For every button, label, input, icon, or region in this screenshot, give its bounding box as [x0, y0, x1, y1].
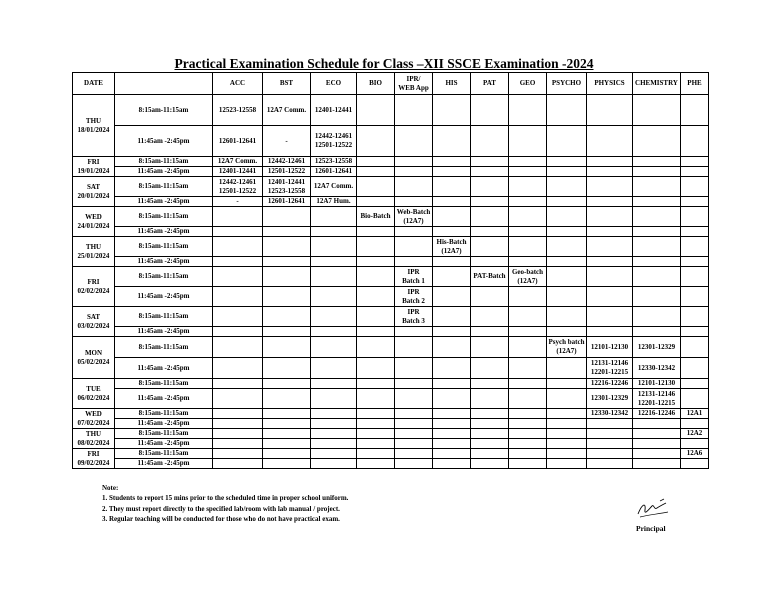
header-bio: BIO	[357, 73, 395, 95]
cell: 12A1	[681, 409, 709, 419]
table-row	[73, 307, 709, 327]
time-cell: 11:45am -2:45pm	[115, 287, 213, 307]
cell: 12601-12641	[213, 126, 263, 157]
note-item: 2. They must report directly to the specified lab/room with lab manual / project.	[102, 504, 340, 513]
table-row	[73, 379, 709, 389]
cell: 12601-12641	[263, 197, 311, 207]
time-cell: 8:15am-11:15am	[115, 337, 213, 358]
date-cell: SAT 20/01/2024	[73, 177, 115, 207]
cell: Psych batch (12A7)	[547, 337, 587, 358]
time-cell: 8:15am-11:15am	[115, 429, 213, 439]
table-row	[73, 177, 709, 197]
table-row	[73, 409, 709, 419]
table-row	[73, 337, 709, 358]
header-time	[115, 73, 213, 95]
cell: 12501-12522	[263, 167, 311, 177]
cell: 12442-12461 12501-12522	[213, 177, 263, 197]
time-cell: 11:45am -2:45pm	[115, 459, 213, 469]
table-row	[73, 419, 709, 429]
table-row	[73, 449, 709, 459]
cell: Geo-batch (12A7)	[509, 267, 547, 287]
header-row	[73, 73, 709, 95]
cell: 12401-12441 12523-12558	[263, 177, 311, 197]
table-row	[73, 389, 709, 409]
cell: 12101-12130	[587, 337, 633, 358]
header-psycho: PSYCHO	[547, 73, 587, 95]
principal-label: Principal	[636, 524, 666, 533]
cell: 12A7 Comm.	[311, 177, 357, 197]
date-cell: WED 24/01/2024	[73, 207, 115, 237]
cell: 12101-12130	[633, 379, 681, 389]
time-cell: 11:45am -2:45pm	[115, 197, 213, 207]
time-cell: 8:15am-11:15am	[115, 177, 213, 197]
table-row	[73, 327, 709, 337]
time-cell: 11:45am -2:45pm	[115, 126, 213, 157]
header-geo: GEO	[509, 73, 547, 95]
date-cell: FRI 02/02/2024	[73, 267, 115, 307]
cell: 12A6	[681, 449, 709, 459]
date-cell: SAT 03/02/2024	[73, 307, 115, 337]
date-cell: THU 25/01/2024	[73, 237, 115, 267]
cell: PAT-Batch	[471, 267, 509, 287]
cell: His-Batch (12A7)	[433, 237, 471, 257]
cell: IPR Batch 3	[395, 307, 433, 327]
table-row	[73, 126, 709, 157]
schedule-table	[72, 72, 709, 469]
notes-heading: Note:	[102, 484, 119, 492]
date-cell: MON 05/02/2024	[73, 337, 115, 379]
table-row	[73, 257, 709, 267]
table-row	[73, 95, 709, 126]
table-row	[73, 227, 709, 237]
date-cell: TUE 06/02/2024	[73, 379, 115, 409]
table-row	[73, 358, 709, 379]
date-cell: WED 07/02/2024	[73, 409, 115, 429]
time-cell: 11:45am -2:45pm	[115, 327, 213, 337]
header-phe: PHE	[681, 73, 709, 95]
time-cell: 11:45am -2:45pm	[115, 389, 213, 409]
cell: Bio-Batch	[357, 207, 395, 227]
cell: 12523-12558	[213, 95, 263, 126]
note-item: 3. Regular teaching will be conducted for those who do not have practical exam.	[102, 515, 340, 524]
time-cell: 11:45am -2:45pm	[115, 439, 213, 449]
cell: -	[213, 197, 263, 207]
header-bst: BST	[263, 73, 311, 95]
header-his: HIS	[433, 73, 471, 95]
cell: IPR Batch 1	[395, 267, 433, 287]
time-cell: 11:45am -2:45pm	[115, 419, 213, 429]
date-cell: THU 08/02/2024	[73, 429, 115, 449]
note-item: 1. Students to report 15 mins prior to the scheduled time in proper school uniform.	[102, 494, 349, 503]
cell: 12A7 Comm.	[213, 157, 263, 167]
cell: 12601-12641	[311, 167, 357, 177]
header-ipr: IPR/ WEB App	[395, 73, 433, 95]
cell: 12A7 Hum.	[311, 197, 357, 207]
header-pat: PAT	[471, 73, 509, 95]
table-row	[73, 237, 709, 257]
table-row	[73, 167, 709, 177]
cell: Web-Batch (12A7)	[395, 207, 433, 227]
time-cell: 11:45am -2:45pm	[115, 257, 213, 267]
date-cell: THU 18/01/2024	[73, 95, 115, 157]
time-cell: 8:15am-11:15am	[115, 267, 213, 287]
cell: 12301-12329	[587, 389, 633, 409]
table-row	[73, 459, 709, 469]
table-row	[73, 197, 709, 207]
cell: 12A7 Comm.	[263, 95, 311, 126]
time-cell: 8:15am-11:15am	[115, 379, 213, 389]
cell: 12330-12342	[587, 409, 633, 419]
header-physics: PHYSICS	[587, 73, 633, 95]
time-cell: 8:15am-11:15am	[115, 207, 213, 227]
signature-image	[632, 496, 672, 522]
header-acc: ACC	[213, 73, 263, 95]
cell: 12442-12461 12501-12522	[311, 126, 357, 157]
cell: 12330-12342	[633, 358, 681, 379]
table-row	[73, 207, 709, 227]
date-cell: FRI 19/01/2024	[73, 157, 115, 177]
cell: 12131-12146 12201-12215	[633, 389, 681, 409]
cell: 12216-12246	[587, 379, 633, 389]
cell: 12301-12329	[633, 337, 681, 358]
time-cell: 8:15am-11:15am	[115, 157, 213, 167]
time-cell: 8:15am-11:15am	[115, 237, 213, 257]
table-row	[73, 429, 709, 439]
table-row	[73, 157, 709, 167]
cell: 12401-12441	[311, 95, 357, 126]
cell: 12442-12461	[263, 157, 311, 167]
time-cell: 11:45am -2:45pm	[115, 167, 213, 177]
table-row	[73, 287, 709, 307]
notes-section	[102, 483, 348, 525]
page-title: Practical Examination Schedule for Class –XII SSCE Examination -2024	[174, 56, 594, 71]
cell: 12A2	[681, 429, 709, 439]
time-cell: 8:15am-11:15am	[115, 409, 213, 419]
time-cell: 8:15am-11:15am	[115, 95, 213, 126]
time-cell: 8:15am-11:15am	[115, 449, 213, 459]
cell: 12401-12441	[213, 167, 263, 177]
table-row	[73, 267, 709, 287]
cell: -	[263, 126, 311, 157]
table-row	[73, 439, 709, 449]
date-cell: FRI 09/02/2024	[73, 449, 115, 469]
cell: 12131-12146 12201-12215	[587, 358, 633, 379]
header-chemistry: CHEMISTRY	[633, 73, 681, 95]
time-cell: 11:45am -2:45pm	[115, 227, 213, 237]
cell: IPR Batch 2	[395, 287, 433, 307]
time-cell: 8:15am-11:15am	[115, 307, 213, 327]
cell: 12523-12558	[311, 157, 357, 167]
time-cell: 11:45am -2:45pm	[115, 358, 213, 379]
cell: 12216-12246	[633, 409, 681, 419]
header-eco: ECO	[311, 73, 357, 95]
header-date: DATE	[73, 73, 115, 95]
